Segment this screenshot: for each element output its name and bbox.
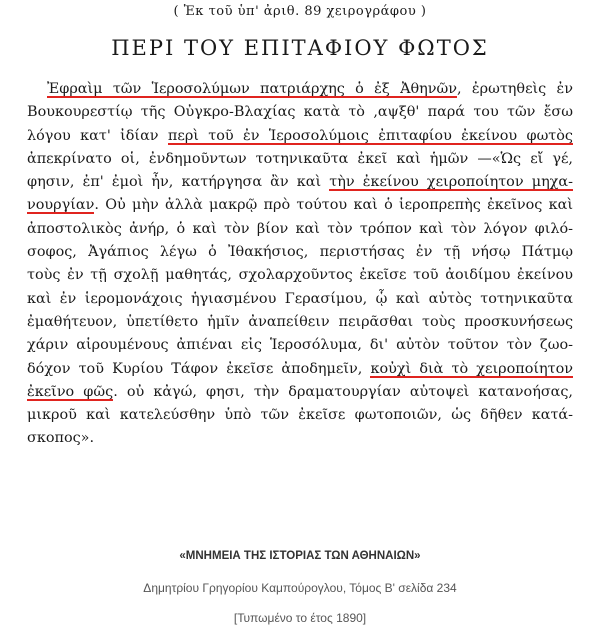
text-line bbox=[27, 148, 573, 171]
body-text bbox=[27, 78, 573, 451]
text-line bbox=[27, 194, 573, 217]
source-author: Δημητρίου Γρηγορίου Καμπούρογλου, Τόμος Β' σελίδα 234 bbox=[143, 581, 457, 595]
text-segment: ἀπεκρίνατο οἱ, ἐνδημοῦντων τοτηνικαῦτα ἐκεῖ καὶ ἡμῶν —«Ὡς εἴ γέ, bbox=[27, 150, 573, 167]
text-line bbox=[27, 125, 573, 148]
text-line bbox=[27, 381, 573, 404]
underlined-phrase: νουργίαν bbox=[27, 197, 95, 214]
text-line bbox=[27, 311, 573, 334]
text-line bbox=[27, 218, 573, 241]
text-line bbox=[27, 78, 573, 101]
text-segment: σκοπος». bbox=[27, 430, 95, 447]
text-line bbox=[27, 288, 573, 311]
text-line bbox=[27, 241, 573, 264]
text-segment: ἐμαθήτευον, ὑπετίθετο ἡμῖν ἀναπείθειν πειρᾶσθαι τοὺς προσκυνήσεως bbox=[27, 313, 573, 330]
text-segment: τοὺς ἐν τῇ σχολῇ μαθητάς, σχολαρχοῦντος ἐκεῖσε τοῦ ἀοιδίμου ἐκείνου bbox=[27, 267, 573, 284]
text-segment: . Οὐ μὴν ἀλλὰ μακρῷ πρὸ τούτου καὶ ὁ ἱεροπρεπὴς ἐκεῖνος καὶ bbox=[94, 197, 573, 214]
text-line bbox=[27, 171, 573, 194]
underlined-phrase: ἐκεῖνο φῶς bbox=[27, 383, 114, 400]
underlined-phrase: περὶ τοῦ ἐν Ἱεροσολύμοις ἐπιταφίου ἐκείνου φωτὸς bbox=[167, 127, 573, 144]
text-segment: φησιν, ἐπ' ἐμοὶ ἦν, κατήργησα ἂν καὶ bbox=[27, 174, 330, 191]
text-line bbox=[27, 101, 573, 124]
text-segment: . οὐ κἀγώ, φησι, τὴν δραματουργίαν αὐτοψεὶ κατανοήσας, bbox=[113, 383, 573, 400]
text-segment: χάριν αἱρουμένους ἀπιέναι εἰς Ἱεροσόλυμα, δι' αὐτὸν τοῦτον τὸν ζωο- bbox=[27, 337, 573, 354]
text-line bbox=[27, 427, 573, 450]
text-segment: Βουκουρεστίῳ τῆς Οὐγκρο-Βλαχίας κατὰ τὸ ‚αψξθ' παρά του τῶν ἔσω bbox=[27, 104, 573, 121]
text-segment: , ἐρωτηθεὶς ἐν bbox=[457, 81, 573, 97]
print-date: [Τυπωμένο το έτος 1890] bbox=[233, 611, 367, 625]
text-segment: καὶ ἐν ἱερομονάχοις ἡγιασμένου Γερασίμου, ᾧ καὶ αὐτὸς τοτηνικαῦτα bbox=[27, 290, 573, 307]
text-segment: ἀποστολικὸς ἀνήρ, ὁ καὶ τὸν βίον καὶ τὸν τρόπον καὶ τὸν λόγον φιλό- bbox=[27, 220, 573, 237]
text-line bbox=[27, 404, 573, 427]
text-line bbox=[27, 358, 573, 381]
manuscript-reference: ( Ἐκ τοῦ ὑπ' ἀριθ. 89 χειρογράφου ) bbox=[173, 4, 427, 19]
text-line bbox=[27, 264, 573, 287]
text-segment: δόχον τοῦ Κυρίου Τάφον ἐκεῖσε ἀποδημεῖν, bbox=[27, 360, 371, 377]
page-title: ΠΕΡΙ ΤΟΥ ΕΠΙΤΑΦΙΟΥ ΦΩΤΟΣ bbox=[111, 36, 489, 60]
text-line bbox=[27, 334, 573, 357]
underlined-phrase: τὴν ἐκείνου χειροποίητον μηχα- bbox=[329, 174, 573, 191]
text-segment: μικροῦ καὶ κατελεύσθην ὑπὸ τῶν ἐκεῖσε φωτοποιῶν, ὡς δῆθεν κατά- bbox=[27, 407, 573, 424]
underlined-phrase: κοὐχὶ διὰ τὸ χειροποίητον bbox=[370, 360, 573, 377]
underlined-phrase: Ἐφραὶμ τῶν Ἱεροσολύμων πατριάρχης ὁ ἐξ Ἀθηνῶν bbox=[47, 81, 458, 97]
text-segment: σοφος, Ἀγάπιος λέγω ὁ Ἰθακήσιος, περιστήσας ἐν τῇ νήσῳ Πάτμῳ bbox=[27, 244, 573, 261]
source-title: «ΜΝΗΜΕΙΑ ΤΗΣ ΙΣΤΟΡΙΑΣ ΤΩΝ ΑΘΗΝΑΙΩΝ» bbox=[179, 550, 421, 562]
text-segment: λόγου κατ' ἰδίαν bbox=[27, 127, 168, 144]
